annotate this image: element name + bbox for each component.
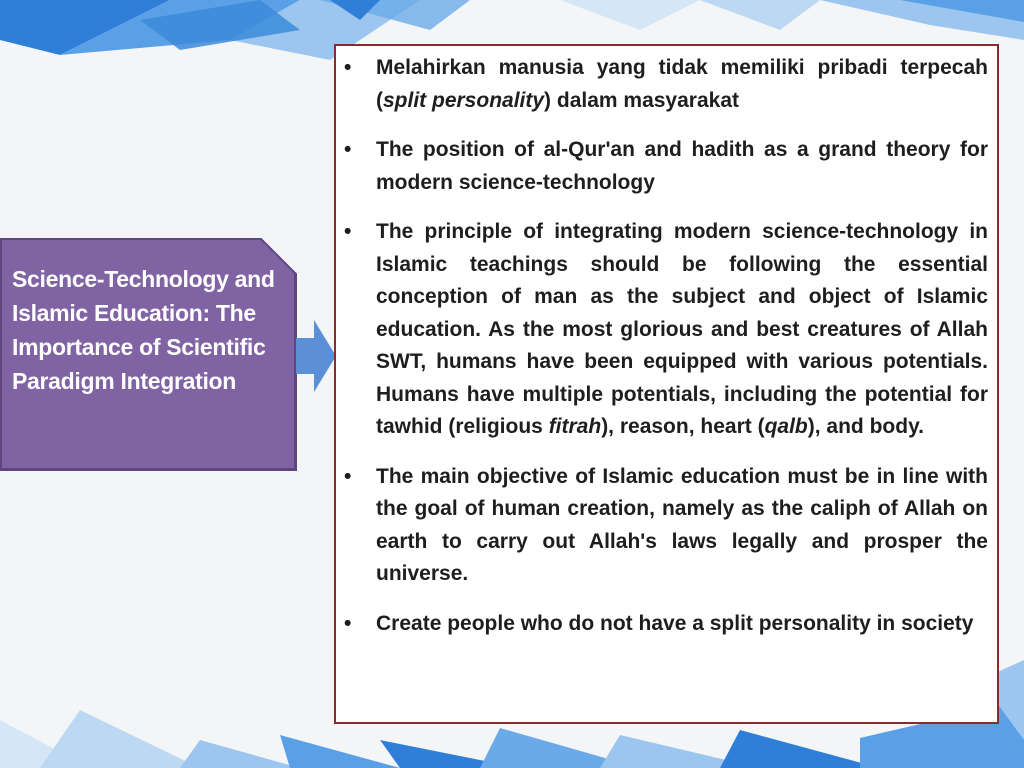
right-arrow-icon (296, 320, 336, 392)
bullet-list (376, 52, 988, 640)
bullet-item (376, 608, 988, 641)
bullet-text: Create people who do not have a split personality in society (376, 611, 974, 635)
bullet-text: Melahirkan manusia yang tidak memiliki pribadi terpecah ( (376, 56, 988, 112)
slide-title: Science-Technology and Islamic Education: The Importance of Scientific Paradigm Integration (12, 266, 275, 394)
italic-text: qalb (764, 415, 808, 438)
bullet-item (376, 134, 988, 199)
bullet-text: The position of al-Qur'an and hadith as a grand theory for modern science-technology (376, 138, 988, 194)
italic-text: fitrah (548, 415, 602, 438)
bullet-text: The main objective of Islamic education must be in line with the goal of human creation, namely as the caliph of Allah on earth to carry out Allah's laws legally and prosper the universe. (376, 464, 988, 585)
bullet-item (376, 52, 988, 117)
bullet-item (376, 216, 988, 444)
bullet-text: The principle of integrating modern science-technology in Islamic teachings should be following the essential conception of man as the subject and object of Islamic education. As the most glorious and best creatures of Allah SWT, humans have been equipped with various potentials. Humans have multiple potentials, including the potential for tawhid (religious (376, 220, 988, 438)
bullet-item (376, 461, 988, 591)
italic-text: split personality (383, 88, 545, 112)
bullet-text: ) dalam masyarakat (544, 88, 739, 112)
bullet-text: ), reason, heart ( (601, 415, 765, 438)
bullet-text: ), and body. (807, 415, 925, 438)
